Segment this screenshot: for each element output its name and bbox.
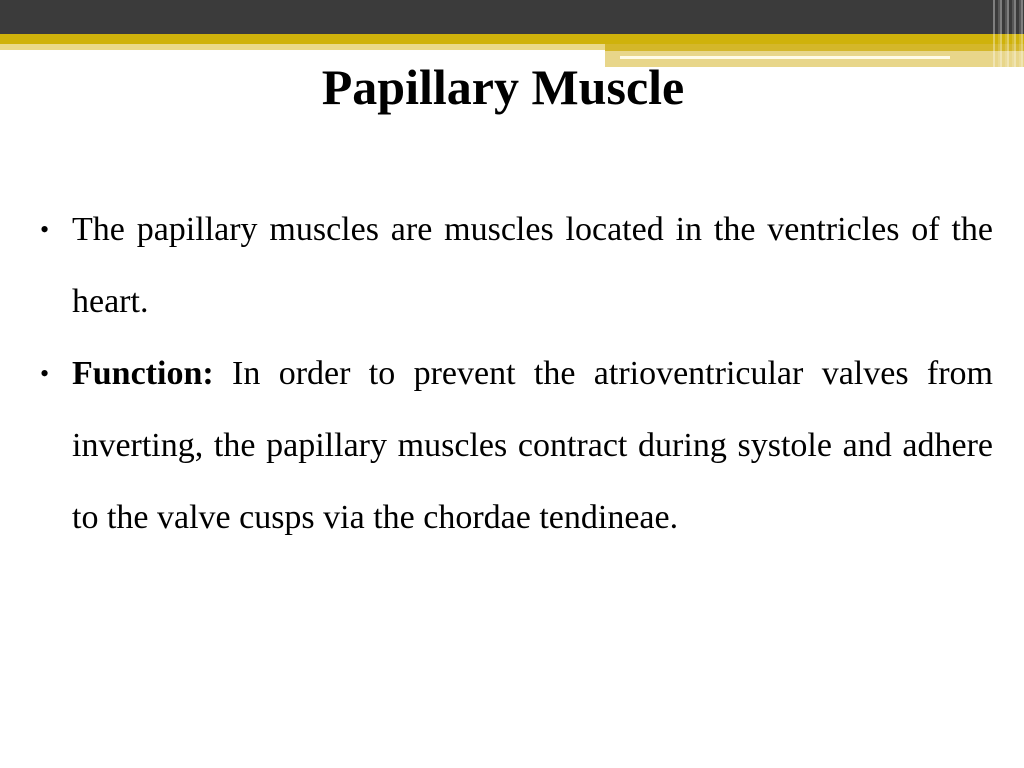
bullet-icon: • [40, 359, 50, 388]
slide-title: Papillary Muscle [321, 59, 685, 115]
bullet-item [40, 338, 993, 554]
slide-body [40, 194, 993, 554]
header-gold-bar-right [605, 44, 1024, 51]
bullet-text: In order to prevent the atrioventricular valves from inverting, the papillary muscles contract during systole and adhere to the valve cusps via the chordae tendineae. [72, 355, 993, 536]
header-light-band-left [0, 44, 605, 50]
bullet-item [40, 194, 993, 338]
bullet-icon: • [40, 215, 50, 244]
bullet-label: Function: [72, 355, 214, 392]
bullet-text: The papillary muscles are muscles located in the ventricles of the heart. [72, 211, 993, 320]
header-gold-bar [0, 34, 1024, 44]
header-dark-bar [0, 0, 1024, 34]
